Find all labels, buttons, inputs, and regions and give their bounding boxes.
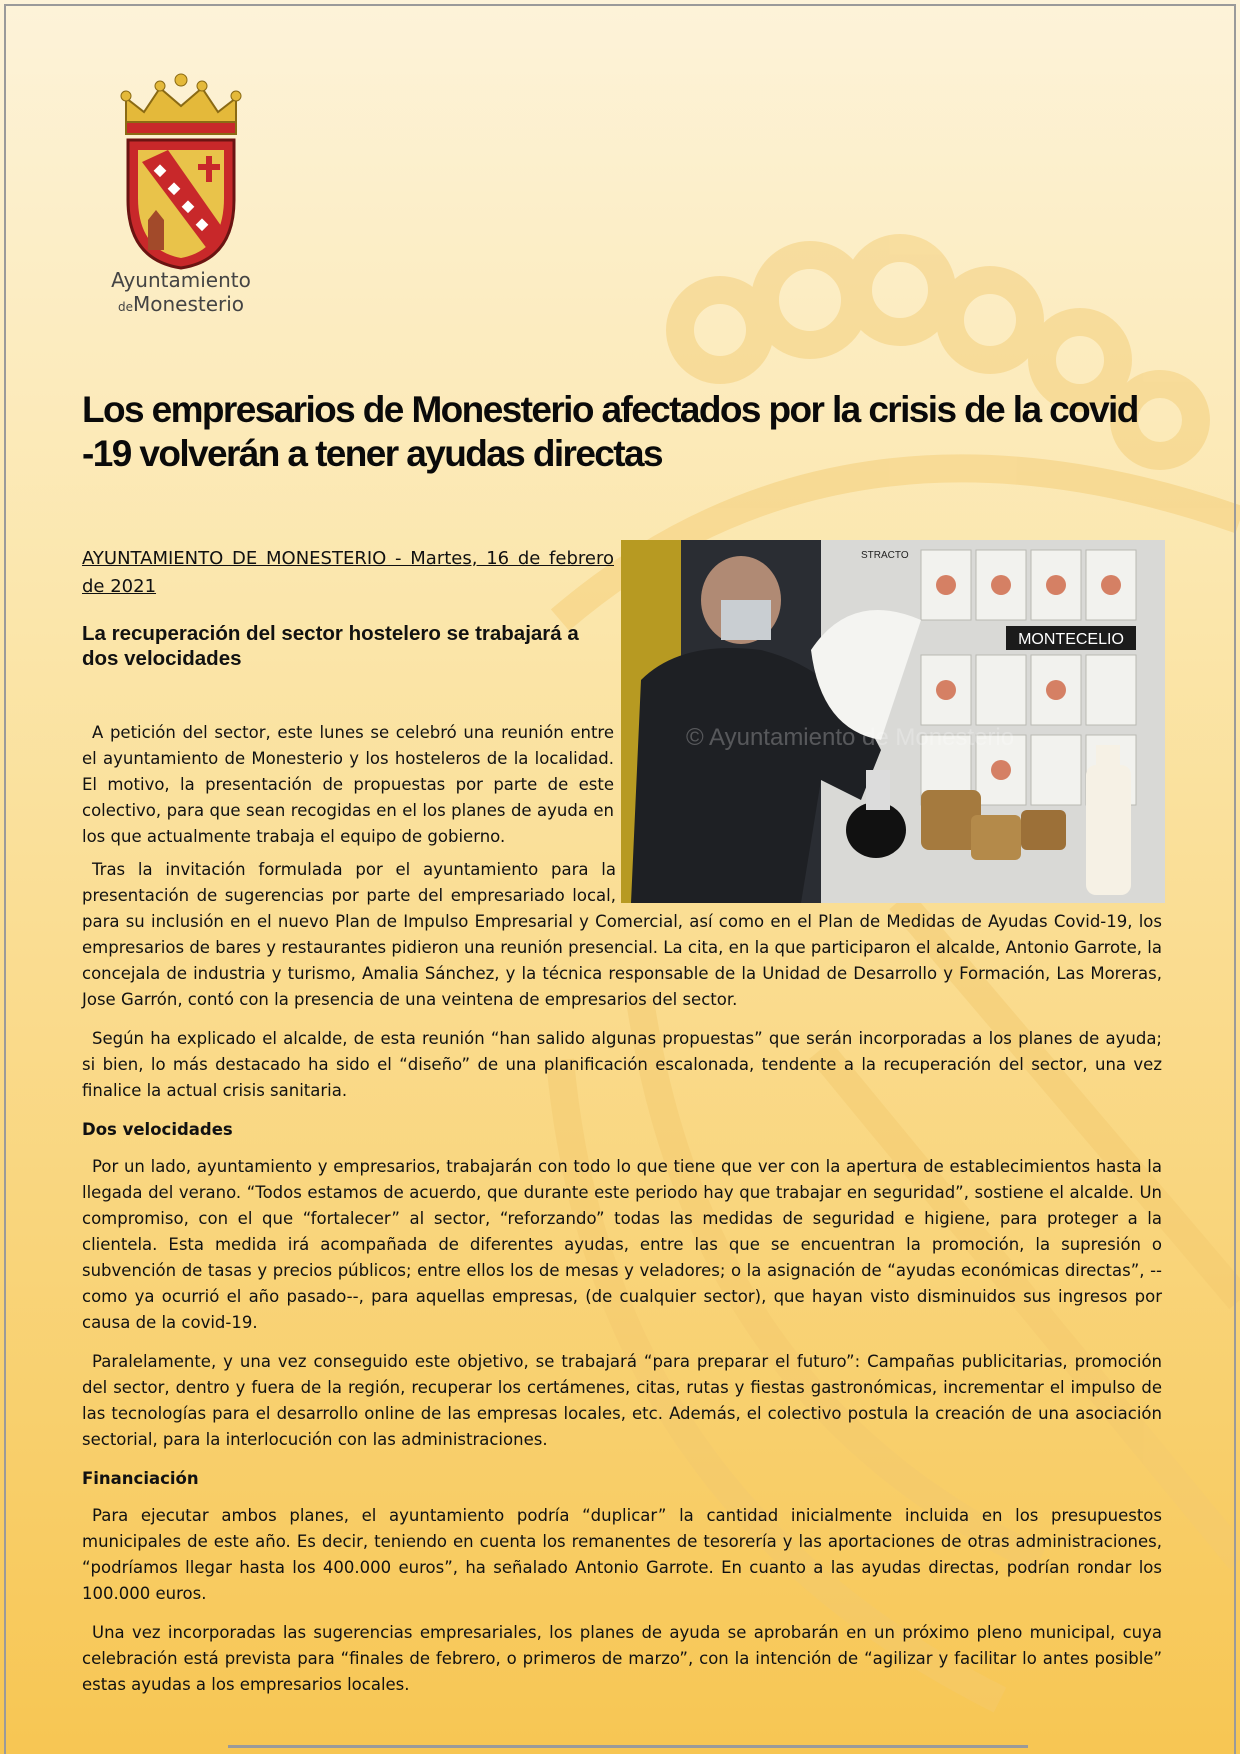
article-subhead: La recuperación del sector hostelero se trabajará a dos velocidades: [82, 622, 579, 670]
intro-paragraph-2-text: Tras la invitación formulada por el ayuntamiento para la presentación de sugerencias por parte del empresariado local, para su inclusión en el nuevo Plan de Impulso Empresarial y Comercial, así como en el Plan de Medidas de Ayudas Covid-19, los empresarios de bares y restaurantes pidieron una reunión presencial. La cita, en la que participaron el alcalde, Antonio Garrote, la concejala de industria y turismo, Amalia Sánchez, y la técnica responsable de la Unidad de Desarrollo y Formación, Las Moreras, Jose Garrón, contó con la presencia de una veintena de empresarios del sector.: [82, 860, 1162, 1009]
section1-paragraph-2: Paralelamente, y una vez conseguido este objetivo, se trabajará “para preparar el futuro”: Campañas publicitarias, promoción del sector, dentro y fuera de la región, recuperar los certámenes, citas, rutas y fiestas gastronómicas, incrementar el impulso de las tecnologías para el desarrollo online de las empresas locales, etc. Además, el colectivo postula la creación de una asociación sectorial, para la interlocución con las administraciones.: [82, 1352, 1162, 1449]
logo-text-ayuntamiento: Ayuntamiento: [111, 268, 251, 292]
logo-text-main: Monesterio: [132, 292, 245, 316]
intro-paragraph-3: Según ha explicado el alcalde, de esta reunión “han salido algunas propuestas” que serán incorporadas a los planes de ayuda; si bien, lo más destacado ha sido el “diseño” de una planificación escalonada, tendente a la recuperación del sector, una vez finalice la actual crisis sanitaria.: [82, 1029, 1162, 1100]
article-full-body: [82, 857, 1162, 1711]
ayuntamiento-logo: [108, 70, 254, 320]
section2-paragraph-2: Una vez incorporadas las sugerencias empresariales, los planes de ayuda se aprobarán en un próximo pleno municipal, cuya celebración está prevista para “finales de febrero, o primeros de marzo”, con la intención de “agilizar y facilitar lo antes posible” estas ayudas a los empresarios locales.: [82, 1623, 1162, 1694]
coat-of-arms-icon: [108, 70, 254, 270]
article-photo: [621, 540, 1165, 903]
photo-watermark-text: © Ayuntamiento de Monesterio: [686, 724, 1015, 751]
section-heading-dos-velocidades: Dos velocidades: [82, 1120, 233, 1139]
photo-shelf-label: STRACTO: [861, 550, 909, 561]
section-heading-financiacion: Financiación: [82, 1469, 199, 1488]
intro-paragraph-1: A petición del sector, este lunes se celebró una reunión entre el ayuntamiento de Monesterio y los hosteleros de la localidad. El motivo, la presentación de propuestas por parte de este colectivo, para que sean recogidas en el los planes de ayuda en los que actualmente trabaja el equipo de gobierno.: [82, 723, 614, 846]
article-headline: Los empresarios de Monesterio afectados por la crisis de la covid -19 volverán a tener ayudas directas: [82, 389, 1138, 474]
section1-paragraph-1: Por un lado, ayuntamiento y empresarios, trabajarán con todo lo que tiene que ver con la apertura de establecimientos hasta la llegada del verano. “Todos estamos de acuerdo, que durante este periodo hay que trabajar en seguridad”, sostiene el alcalde. Un compromiso, con el que “fortalecer” al sector, “reforzando” todas las medidas de seguridad e higiene, para proteger a la clientela. Esta medida irá acompañada de diferentes ayudas, entre las que se encuentran la promoción, la supresión o subvención de tasas y precios públicos; entre ellos los de mesas y veladores; o la asignación de “ayudas económicas directas”, --como ya ocurrió el año pasado--, para aquellas empresas, (de cualquier sector), que hayan visto disminuidos sus ingresos por causa de la covid-19.: [82, 1157, 1162, 1332]
photo-float-spacer: [616, 857, 1162, 905]
logo-text-monesterio: [108, 292, 254, 316]
photo-sign-text: MONTECELIO: [1018, 631, 1124, 648]
article-byline: AYUNTAMIENTO DE MONESTERIO - Martes, 16 de febrero de 2021: [82, 548, 614, 597]
bottom-rule: [228, 1745, 1028, 1748]
logo-text-prefix: de: [117, 300, 133, 314]
section2-paragraph-1: Para ejecutar ambos planes, el ayuntamiento podría “duplicar” la cantidad inicialmente incluida en los presupuestos municipales de este año. Es decir, teniendo en cuenta los remanentes de tesorería y las aportaciones de otras administraciones, “podríamos llegar hasta los 400.000 euros”, ha señalado Antonio Garrote. En cuanto a las ayudas directas, podrían rondar los 100.000 euros.: [82, 1506, 1162, 1603]
article-intro-column: [82, 720, 614, 862]
